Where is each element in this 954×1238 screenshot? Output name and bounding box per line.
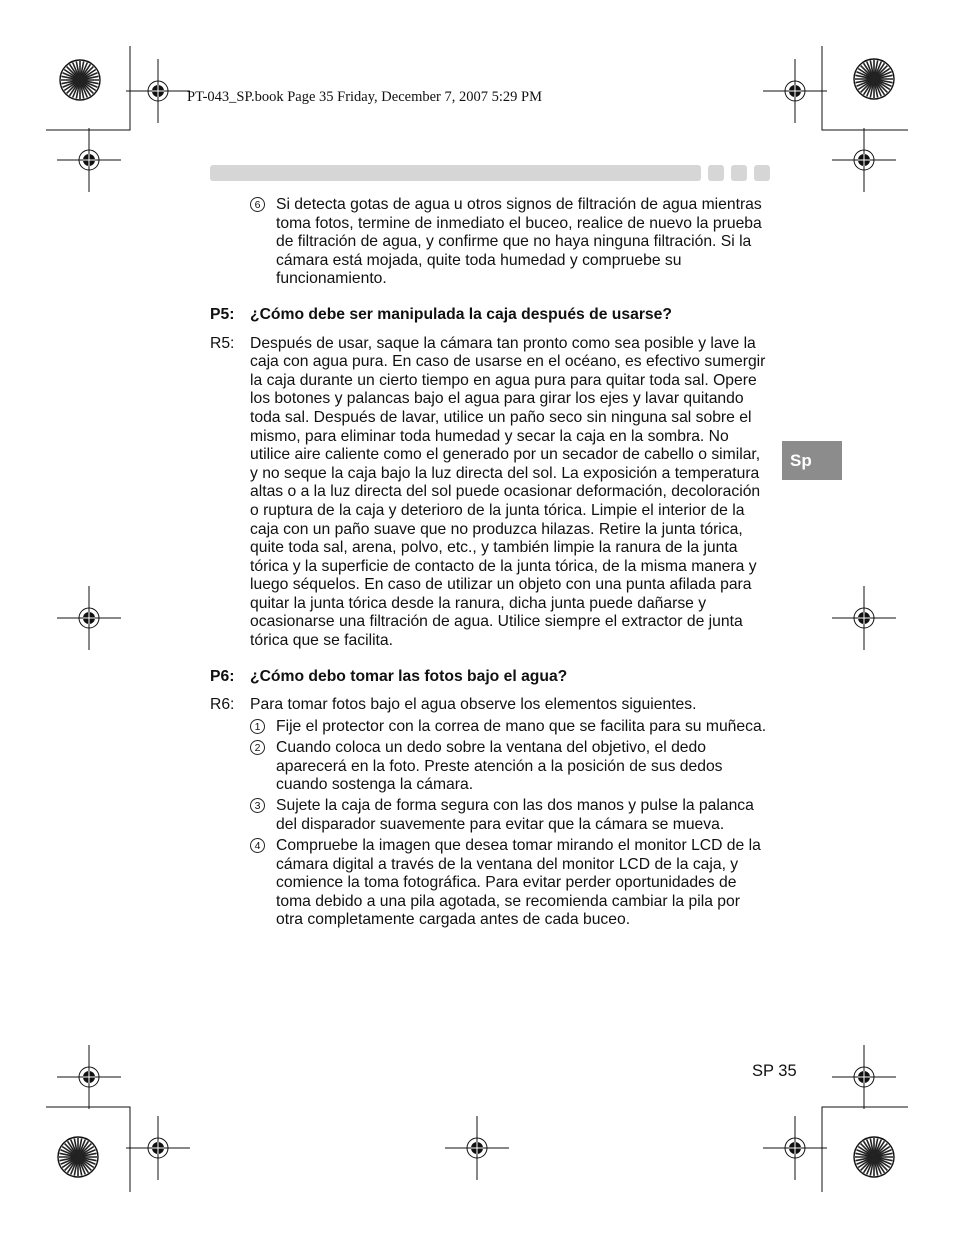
item-number-marker: 4: [250, 838, 265, 853]
list-item: [210, 797, 770, 834]
answer-r6-list: [210, 718, 770, 930]
list-item: [210, 718, 770, 737]
header-square: [754, 165, 770, 181]
answer-text: Para tomar fotos bajo el agua observe los elementos siguientes.: [250, 696, 697, 714]
question-text: ¿Cómo debe ser manipulada la caja después de usarse?: [250, 305, 672, 323]
list-item: [210, 196, 770, 289]
list-item: [210, 837, 770, 930]
item-number-marker: 6: [250, 197, 265, 212]
answer-r5: [210, 335, 770, 651]
question-label: P5:: [210, 305, 235, 323]
answer-label: R5:: [210, 334, 235, 352]
question-p5: [210, 306, 770, 325]
print-header-info: PT-043_SP.book Page 35 Friday, December 7, 2007 5:29 PM: [187, 89, 542, 105]
item-text: Si detecta gotas de agua u otros signos de filtración de agua mientras toma fotos, termine de inmediato el buceo, realice de nuevo la prueba de filtración de agua, y confirme que no haya ninguna filtración. Si la cámara está mojada, quite toda humedad y compruebe su funcionamiento.: [276, 196, 762, 288]
page-number: SP 35: [752, 1062, 797, 1080]
header-square: [708, 165, 724, 181]
item-text: Fije el protector con la correa de mano que se facilita para su muñeca.: [276, 717, 767, 735]
question-p6: [210, 668, 770, 687]
item-text: Compruebe la imagen que desea tomar mirando el monitor LCD de la cámara digital a través de la ventana del monitor LCD de la caja, y comience la toma fotográfica. Para evitar perder oportunidades de toma debido a una pila agotada, se recomienda cambiar la pila por otra completamente cargada antes de cada buceo.: [276, 836, 761, 929]
list-item: [210, 739, 770, 795]
answer-text: Después de usar, saque la cámara tan pronto como sea posible y lave la caja con agua pura. En caso de usarse en el océano, es efectivo sumergir la caja durante un cierto tiempo en agua pura para quitar toda sal. Opere los botones y palancas bajo el agua para girar los ejes y lavar quitando toda sal. Después de lavar, utilice un paño seco sin ninguna sal sobre el mismo, para eliminar toda humedad y secar la caja en la sombra. No utilice aire caliente como el generado por un secador de cabello o similar, y no seque la caja bajo la luz directa del sol. La exposición a temperatura altas o a la luz directa del sol puede ocasionar deformación, decoloración o ruptura de la caja y deterioro de la junta tórica. Limpie el interior de la caja con un paño suave que no produzca hilazas. Retire la junta tórica, quite toda sal, arena, polvo, etc., y también limpie la ranura de la junta tórica y la superficie de contacto de la junta tórica, de la misma manera y luego séquelos. En caso de utilizar un objeto con una punta afilada para quitar la junta tórica desde la ranura, dicha junta puede dañarse y ocasionarse una filtración de agua. Utilice siempre el extractor de junta tórica que se facilita.: [250, 334, 766, 650]
language-tab: [782, 441, 842, 480]
item-text: Sujete la caja de forma segura con las dos manos y pulse la palanca del disparador suavemente para evitar que la cámara se mueva.: [276, 797, 754, 833]
header-bar: [210, 165, 701, 181]
header-square: [731, 165, 747, 181]
item-number-marker: 2: [250, 740, 265, 755]
question-label: P6:: [210, 667, 235, 685]
language-tab-label: Sp: [790, 450, 812, 470]
item-number-marker: 1: [250, 719, 265, 734]
item-number-marker: 3: [250, 798, 265, 813]
page-content: [210, 196, 770, 930]
answer-r6: [210, 696, 770, 715]
question-text: ¿Cómo debo tomar las fotos bajo el agua?: [250, 667, 568, 685]
item-text: Cuando coloca un dedo sobre la ventana del objetivo, el dedo aparecerá en la foto. Preste atención a la posición de sus dedos cuando sostenga la cámara.: [276, 738, 723, 794]
answer-label: R6:: [210, 696, 235, 714]
